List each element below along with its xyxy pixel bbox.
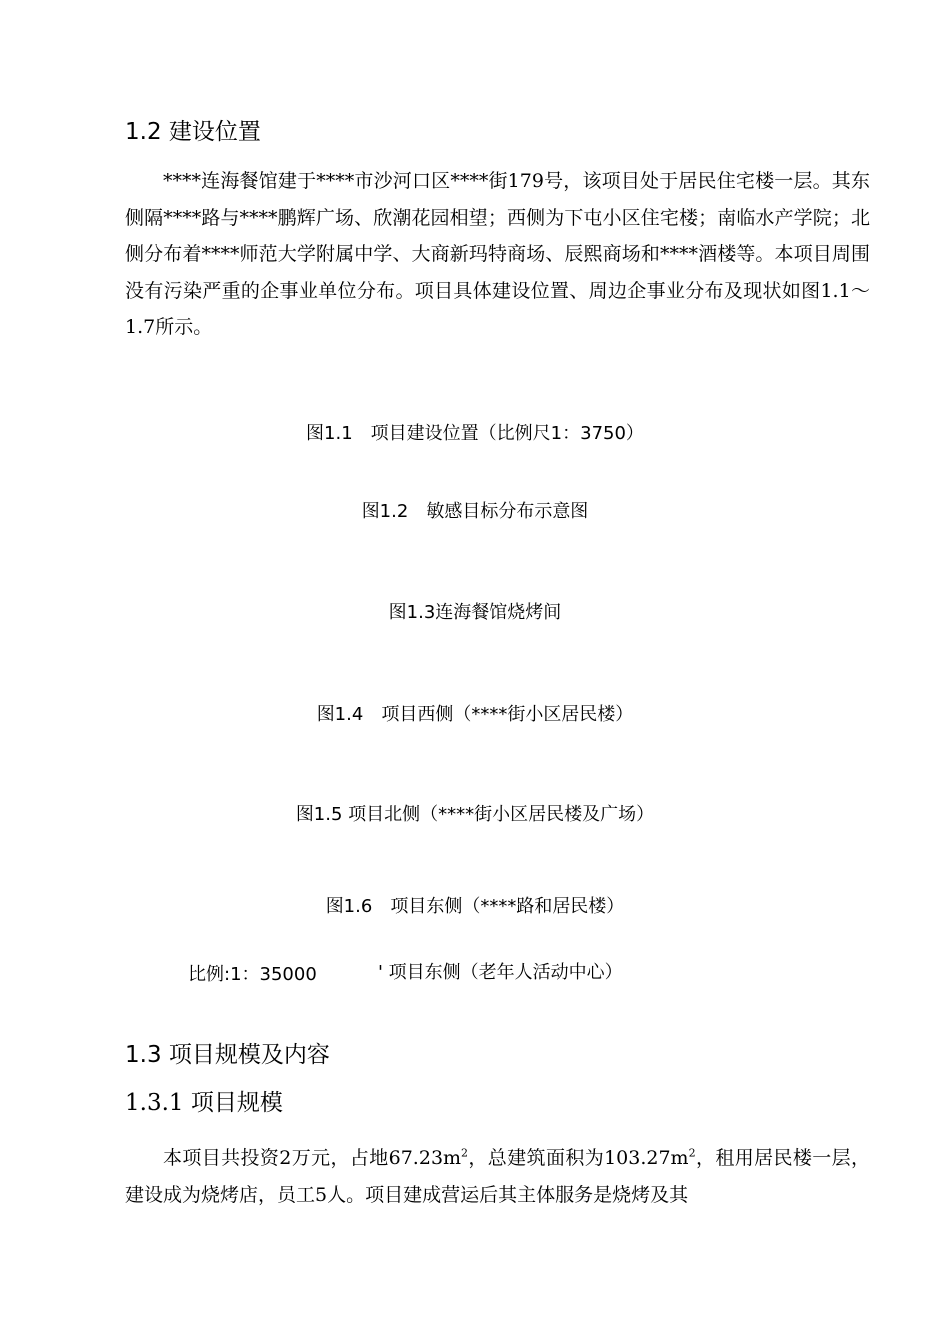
scale-paragraph-part3: ，租用居民楼一层，建设成为烧烤店，员工5人。项目建成营运后其主体服务是烧烤及其 (125, 1147, 870, 1206)
section-heading-1-3: 1.3 项目规模及内容 (125, 1042, 330, 1068)
figure-caption-1-2: 图1.2 敏感目标分布示意图 (361, 501, 589, 522)
figure-caption-1-4: 图1.4 项目西侧（****街小区居民楼） (316, 704, 634, 725)
superscript-2: 2 (688, 1146, 696, 1160)
figure-caption-1-1: 图1.1 项目建设位置（比例尺1：3750） (306, 423, 644, 444)
figure-caption-1-7: ' 项目东侧（老年人活动中心） (378, 962, 623, 983)
scale-paragraph-part2: ，总建筑面积为103.27m (468, 1147, 689, 1169)
section-heading-1-2: 1.2 建设位置 (125, 119, 261, 145)
scale-paragraph (125, 1140, 870, 1213)
figure-caption-1-3: 图1.3连海餐馆烧烤间 (388, 602, 562, 623)
figure-caption-1-6: 图1.6 项目东侧（****路和居民楼） (325, 896, 625, 917)
scale-paragraph-part1: 本项目共投资2万元，占地67.23m (163, 1147, 462, 1169)
superscript-2: 2 (461, 1146, 469, 1160)
figure-caption-1-5: 图1.5 项目北侧（****街小区居民楼及广场） (295, 804, 655, 825)
location-paragraph: ****连海餐馆建于****市沙河口区****街179号，该项目处于居民住宅楼一层。其东侧隔****路与****鹏辉广场、欣潮花园相望；西侧为下屯小区住宅楼；南临水产学院；北侧分布着****师范大学附属中学、大商新玛特商场、辰熙商场和****酒楼等。本项目周围没有污染严重的企事业单位分布。项目具体建设位置、周边企事业分布及现状如图1.1～1.7所示。 (125, 170, 870, 339)
scale-label: 比例:1：35000 (188, 964, 317, 985)
sub-heading-1-3-1: 1.3.1 项目规模 (125, 1090, 283, 1116)
